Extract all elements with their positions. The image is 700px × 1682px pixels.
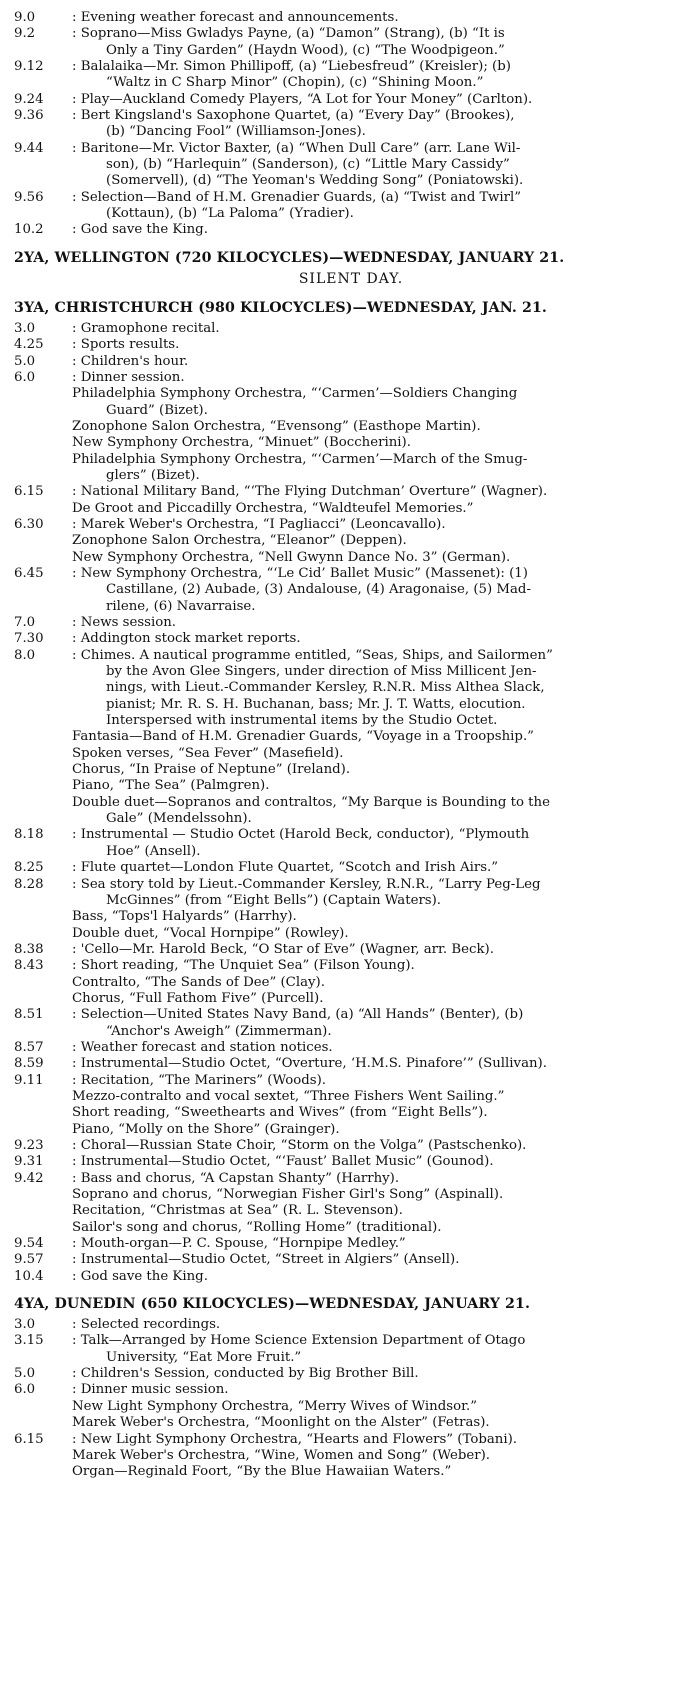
entry-time: 10.2 — [14, 222, 44, 238]
program-entry — [14, 958, 688, 974]
program-sub-entry: Soprano and chorus, “Norwegian Fisher Girl's Song” (Aspinall). — [72, 1187, 504, 1203]
entry-time: 9.54 — [14, 1236, 44, 1252]
program-continuation: Gale” (Mendelssohn). — [106, 811, 252, 827]
entry-time: 9.23 — [14, 1138, 44, 1153]
program-entry — [14, 26, 688, 42]
entry-text: : New Symphony Orchestra, “‘Le Cid’ Ballet Music” (Massenet): (1) — [72, 565, 528, 581]
entry-time: 6.30 — [14, 516, 44, 532]
entry-text: : Play—Auckland Comedy Players, “A Lot for Your Money” (Carlton). — [72, 91, 533, 107]
program-entry — [14, 1040, 688, 1056]
program-entry — [14, 1171, 688, 1187]
program-continuation: glers” (Bizet). — [106, 467, 200, 483]
program-entry — [14, 648, 688, 664]
program-continuation: son), (b) “Harlequin” (Sanderson), (c) “Little Mary Cassidy” — [106, 157, 510, 173]
program-continuation: rilene, (6) Navarraise. — [106, 598, 256, 614]
program-entry — [14, 222, 688, 238]
program-entry — [14, 1269, 688, 1285]
entry-text: : Instrumental—Studio Octet, “Overture, ‘H.M.S. Pinafore’” (Sullivan). — [72, 1056, 547, 1072]
entry-time: 3.0 — [14, 1317, 36, 1333]
program-entry — [14, 484, 688, 500]
entry-text: : Selection—Band of H.M. Grenadier Guards, (a) “Twist and Twirl” — [72, 189, 521, 205]
program-sub-entry: Short reading, “Sweethearts and Wives” (from “Eight Bells”). — [72, 1105, 488, 1121]
program-continuation: nings, with Lieut.-Commander Kersley, R.N.R. Miss Althea Slack, — [106, 680, 545, 696]
program-entry — [14, 1007, 688, 1023]
silent-day-notice: SILENT DAY. — [298, 270, 404, 287]
entry-time: 9.44 — [14, 140, 44, 156]
program-sub-entry: Fantasia—Band of H.M. Grenadier Guards, “Voyage in a Troopship.” — [72, 729, 534, 745]
entry-text: : Soprano—Miss Gwladys Payne, (a) “Damon” (Strang), (b) “It is — [72, 26, 505, 42]
program-sub-entry: Philadelphia Symphony Orchestra, “‘Carmen’—March of the Smug- — [72, 451, 528, 467]
program-sub-entry: Double duet—Sopranos and contraltos, “My Barque is Bounding to the — [72, 794, 550, 810]
program-entry — [14, 615, 688, 631]
entry-text: : News session. — [72, 615, 177, 630]
program-sub-entry: New Symphony Orchestra, “Nell Gwynn Dance No. 3” (German). — [72, 549, 511, 565]
entry-text: : Flute quartet—London Flute Quartet, “Scotch and Irish Airs.” — [72, 860, 499, 876]
entry-time: 8.38 — [14, 941, 44, 957]
entry-time: 9.11 — [14, 1072, 44, 1088]
entry-time: 9.24 — [14, 91, 44, 107]
program-continuation: McGinnes” (from “Eight Bells”) (Captain Waters). — [106, 892, 442, 908]
entry-text: : Chimes. A nautical programme entitled, “Seas, Ships, and Sailormen” — [72, 647, 553, 663]
entry-time: 6.0 — [14, 369, 36, 385]
entry-time: 6.15 — [14, 1431, 44, 1447]
program-entry — [14, 877, 688, 893]
program-continuation: Castillane, (2) Aubade, (3) Andalouse, (4) Aragonaise, (5) Mad- — [106, 582, 531, 598]
entry-text: : Selection—United States Navy Band, (a) “All Hands” (Benter), (b) — [72, 1007, 524, 1023]
program-continuation: by the Avon Glee Singers, under direction of Miss Millicent Jen- — [106, 664, 537, 680]
entry-time: 9.31 — [14, 1154, 44, 1170]
entry-text: : Addington stock market reports. — [72, 631, 301, 647]
program-entry — [14, 10, 688, 26]
entry-time: 8.0 — [14, 647, 36, 663]
program-entry — [14, 1138, 688, 1154]
program-entry — [14, 631, 688, 647]
entry-time: 5.0 — [14, 353, 36, 369]
entry-time: 8.51 — [14, 1007, 44, 1023]
entry-time: 6.15 — [14, 484, 44, 500]
entry-text: : Talk—Arranged by Home Science Extension Department of Otago — [72, 1333, 526, 1349]
program-entry — [14, 1154, 688, 1170]
program-sub-entry: Zonophone Salon Orchestra, “Eleanor” (Deppen). — [72, 533, 407, 549]
entry-time: 5.0 — [14, 1366, 36, 1382]
entry-text: : Recitation, “The Mariners” (Woods). — [72, 1072, 327, 1088]
program-entry — [14, 1366, 688, 1382]
entry-text: : Instrumental—Studio Octet, “Street in Algiers” (Ansell). — [72, 1252, 460, 1268]
entry-time: 9.36 — [14, 108, 44, 124]
entry-text: : New Light Symphony Orchestra, “Hearts and Flowers” (Tobani). — [72, 1431, 518, 1447]
station-header: 3YA, CHRISTCHURCH (980 KILOCYCLES)—WEDNESDAY, JAN. 21. — [14, 299, 547, 316]
entry-time: 3.0 — [14, 320, 36, 336]
program-continuation: (Somervell), (d) “The Yeoman's Wedding Song” (Poniatowski). — [106, 173, 524, 189]
entry-text: : Sea story told by Lieut.-Commander Kersley, R.N.R., “Larry Peg-Leg — [72, 876, 541, 892]
program-continuation: (Kottaun), (b) “La Paloma” (Yradier). — [106, 206, 354, 222]
entry-text: : Instrumental—Studio Octet, “‘Faust’ Ballet Music” (Gounod). — [72, 1154, 494, 1170]
entry-text: : God save the King. — [72, 222, 208, 238]
program-sub-entry: Recitation, “Christmas at Sea” (R. L. Stevenson). — [72, 1203, 403, 1219]
entry-time: 7.0 — [14, 615, 36, 630]
entry-text: : Instrumental — Studio Octet (Harold Beck, conductor), “Plymouth — [72, 827, 530, 843]
program-sub-entry: Double duet, “Vocal Hornpipe” (Rowley). — [72, 925, 349, 941]
program-continuation: pianist; Mr. R. S. H. Buchanan, bass; Mr. J. T. Watts, elocution. — [106, 696, 526, 712]
program-sub-entry: Contralto, “The Sands of Dee” (Clay). — [72, 974, 325, 990]
station-header: 2YA, WELLINGTON (720 KILOCYCLES)—WEDNESDAY, JANUARY 21. — [14, 249, 565, 266]
program-continuation: Hoe” (Ansell). — [106, 843, 201, 859]
program-sub-entry: Piano, “Molly on the Shore” (Grainger). — [72, 1121, 340, 1137]
program-sub-entry: Mezzo-contralto and vocal sextet, “Three Fishers Went Sailing.” — [72, 1088, 505, 1104]
entry-time: 9.57 — [14, 1252, 44, 1268]
program-entry — [14, 1382, 688, 1398]
program-entry — [14, 566, 688, 582]
entry-text: : God save the King. — [72, 1268, 208, 1284]
entry-time: 8.57 — [14, 1039, 44, 1055]
program-entry — [14, 860, 688, 876]
entry-text: : National Military Band, “‘The Flying Dutchman’ Overture” (Wagner). — [72, 484, 548, 500]
program-sub-entry: New Symphony Orchestra, “Minuet” (Boccherini). — [72, 435, 411, 451]
program-sub-entry: Spoken verses, “Sea Fever” (Masefield). — [72, 745, 344, 761]
program-entry — [14, 1073, 688, 1089]
entry-text: : Short reading, “The Unquiet Sea” (Filson Young). — [72, 958, 415, 974]
program-sub-entry: Bass, “Tops'l Halyards” (Harrhy). — [72, 909, 297, 925]
program-entry — [14, 141, 688, 157]
entry-time: 8.59 — [14, 1056, 44, 1072]
program-entry — [14, 108, 688, 124]
program-entry — [14, 354, 688, 370]
program-continuation: University, “Eat More Fruit.” — [106, 1349, 302, 1365]
entry-text: : Children's Session, conducted by Big Brother Bill. — [72, 1366, 419, 1382]
program-entry — [14, 1432, 688, 1448]
program-continuation: “Anchor's Aweigh” (Zimmerman). — [106, 1023, 332, 1039]
entry-time: 4.25 — [14, 337, 44, 353]
entry-text: : Children's hour. — [72, 353, 189, 369]
entry-text: : Sports results. — [72, 337, 180, 353]
entry-time: 9.12 — [14, 59, 44, 75]
program-entry — [14, 1333, 688, 1349]
entry-text: : Dinner session. — [72, 369, 185, 385]
program-sub-entry: Sailor's song and chorus, “Rolling Home” (traditional). — [72, 1219, 442, 1235]
entry-text: : Marek Weber's Orchestra, “I Pagliacci” (Leoncavallo). — [72, 516, 446, 532]
program-sub-entry: Chorus, “Full Fathom Five” (Purcell). — [72, 990, 324, 1006]
entry-time: 8.43 — [14, 958, 44, 974]
entry-text: : Mouth-organ—P. C. Spouse, “Hornpipe Medley.” — [72, 1236, 406, 1252]
entry-text: : Choral—Russian State Choir, “Storm on the Volga” (Pastschenko). — [72, 1138, 527, 1153]
program-entry — [14, 321, 688, 337]
entry-text: : Evening weather forecast and announcements. — [72, 10, 399, 25]
entry-time: 9.42 — [14, 1170, 44, 1186]
entry-text: : Bert Kingsland's Saxophone Quartet, (a) “Every Day” (Brookes), — [72, 108, 515, 124]
program-entry — [14, 1252, 688, 1268]
program-sub-entry: Philadelphia Symphony Orchestra, “‘Carmen’—Soldiers Changing — [72, 386, 518, 402]
program-entry — [14, 92, 688, 108]
entry-text: : Baritone—Mr. Victor Baxter, (a) “When Dull Care” (arr. Lane Wil- — [72, 140, 521, 156]
program-entry — [14, 59, 688, 75]
entry-text: : Gramophone recital. — [72, 320, 220, 336]
program-entry — [14, 827, 688, 843]
program-sub-entry: Chorus, “In Praise of Neptune” (Ireland). — [72, 762, 351, 778]
program-continuation: (b) “Dancing Fool” (Williamson-Jones). — [106, 124, 366, 140]
entry-time: 8.18 — [14, 827, 44, 843]
program-entry — [14, 1056, 688, 1072]
entry-text: : Dinner music session. — [72, 1382, 229, 1398]
program-continuation: “Waltz in C Sharp Minor” (Chopin), (c) “Shining Moon.” — [106, 75, 484, 91]
program-entry — [14, 1236, 688, 1252]
program-entry — [14, 337, 688, 353]
entry-time: 6.0 — [14, 1382, 36, 1398]
program-entry — [14, 517, 688, 533]
station-header: 4YA, DUNEDIN (650 KILOCYCLES)—WEDNESDAY, JANUARY 21. — [14, 1296, 531, 1313]
program-entry — [14, 190, 688, 206]
program-sub-entry: New Light Symphony Orchestra, “Merry Wives of Windsor.” — [72, 1398, 478, 1414]
entry-text: : Balalaika—Mr. Simon Phillipoff, (a) “Liebesfreud” (Kreisler); (b) — [72, 59, 511, 75]
program-continuation: Interspersed with instrumental items by the Studio Octet. — [106, 713, 498, 729]
program-entry — [14, 942, 688, 958]
entry-time: 8.25 — [14, 860, 44, 876]
entry-time: 9.56 — [14, 189, 44, 205]
program-continuation: Only a Tiny Garden” (Haydn Wood), (c) “The Woodpigeon.” — [106, 42, 505, 58]
program-sub-entry: Marek Weber's Orchestra, “Wine, Women and Song” (Weber). — [72, 1447, 491, 1463]
entry-time: 9.2 — [14, 26, 36, 42]
entry-time: 3.15 — [14, 1333, 44, 1349]
entry-text: : 'Cello—Mr. Harold Beck, “O Star of Eve” (Wagner, arr. Beck). — [72, 941, 494, 957]
program-continuation: Guard” (Bizet). — [106, 402, 208, 418]
entry-time: 10.4 — [14, 1268, 44, 1284]
program-sub-entry: Marek Weber's Orchestra, “Moonlight on the Alster” (Fetras). — [72, 1415, 490, 1431]
program-sub-entry: Piano, “The Sea” (Palmgren). — [72, 778, 270, 794]
entry-text: : Bass and chorus, “A Capstan Shanty” (Harrhy). — [72, 1170, 400, 1186]
entry-time: 6.45 — [14, 565, 44, 581]
program-sub-entry: Organ—Reginald Foort, “By the Blue Hawaiian Waters.” — [72, 1464, 452, 1480]
program-entry — [14, 1317, 688, 1333]
program-sub-entry: De Groot and Piccadilly Orchestra, “Waldteufel Memories.” — [72, 500, 474, 516]
program-sub-entry: Zonophone Salon Orchestra, “Evensong” (Easthope Martin). — [72, 418, 481, 434]
program-entry — [14, 370, 688, 386]
entry-time: 9.0 — [14, 10, 36, 25]
entry-text: : Weather forecast and station notices. — [72, 1039, 333, 1055]
entry-time: 7.30 — [14, 631, 44, 647]
entry-text: : Selected recordings. — [72, 1317, 221, 1333]
entry-time: 8.28 — [14, 876, 44, 892]
